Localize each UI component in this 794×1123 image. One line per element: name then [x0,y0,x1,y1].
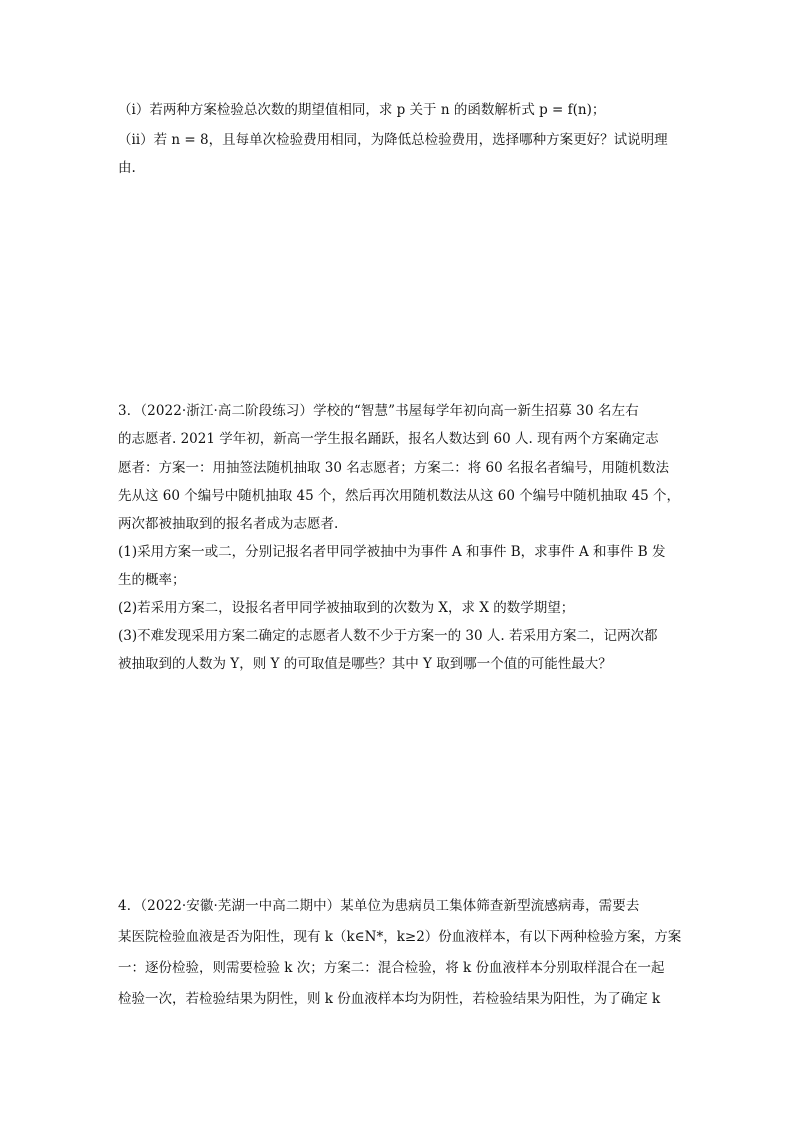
q3-stem-line2: 的志愿者. 2021 学年初，新高一学生报名踊跃，报名人数达到 60 人. 现有两个方案确定志 [118,431,659,447]
q3-stem-line4: 先从这 60 个编号中随机抽取 45 个，然后再次用随机数法从这 60 个编号中随机抽取 45 个， [118,488,681,504]
q3-sub3-line1: (3)不难发现采用方案二确定的志愿者人数不少于方案一的 30 人. 若采用方案二，记两次都 [118,628,658,644]
q4-stem-line3: 一：逐份检验，则需要检验 k 次；方案二：混合检验，将 k 份血液样本分别取样混合在一起 [118,960,665,976]
q3-sub2: (2)若采用方案二，设报名者甲同学被抽取到的次数为 X，求 X 的数学期望； [118,600,575,616]
q3-sub1-line1: (1)采用方案一或二，分别记报名者甲同学被抽中为事件 A 和事件 B，求事件 A 和事件 B 发 [118,544,666,560]
q3-sub3-line2: 被抽取到的人数为 Y，则 Y 的可取值是哪些？其中 Y 取到哪一个值的可能性最大？ [118,656,612,672]
q2-part-ii-line2: 由. [118,160,136,176]
q3-stem-line1: 3．（2022·浙江·高二阶段练习）学校的“智慧”书屋每学年初向高一新生招募 30 名左右 [118,403,639,419]
q3-stem-line5: 两次都被抽取到的报名者成为志愿者. [118,516,339,532]
q3-stem-line3: 愿者：方案一：用抽签法随机抽取 30 名志愿者；方案二：将 60 名报名者编号，用随机数法 [118,460,670,476]
q3-sub1-line2: 生的概率； [118,572,186,588]
q2-part-ii-line1: （ⅱ）若 n = 8，且每单次检验费用相同，为降低总检验费用，选择哪种方案更好？试说明理 [118,132,668,148]
q4-stem-line2: 某医院检验血液是否为阳性，现有 k（k∈N*，k≥2）份血液样本，有以下两种检验方案，方案 [118,929,682,945]
q4-stem-line1: 4．（2022·安徽·芜湖一中高二期中）某单位为患病员工集体筛查新型流感病毒，需要去 [118,898,640,914]
q2-part-i: （ⅰ）若两种方案检验总次数的期望值相同，求 p 关于 n 的函数解析式 p = f(n)； [118,102,606,118]
q4-stem-line4: 检验一次，若检验结果为阴性，则 k 份血液样本均为阴性，若检验结果为阳性，为了确定 k [118,991,661,1007]
